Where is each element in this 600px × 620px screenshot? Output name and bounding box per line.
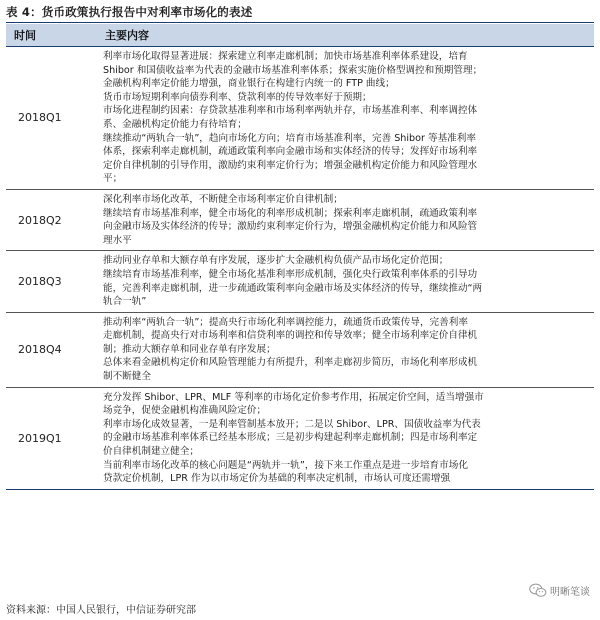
row-content [97, 47, 594, 190]
row-content [97, 312, 594, 387]
content-line: 当前利率市场化改革的核心问题是“两轨并一轨”，接下来工作重点是进一步培育市场化 [103, 459, 468, 471]
watermark-text: 明晰笔谈 [550, 587, 590, 598]
content-line: 利率市场化成效显著，一是利率管制基本放开；二是以 Shibor、LPR、国债收益率为代表 [103, 418, 481, 430]
header-content: 主要内容 [97, 24, 594, 47]
header-time: 时间 [6, 24, 97, 47]
row-content [97, 387, 594, 489]
caption-rule [6, 22, 594, 23]
content-line: 理水平 [103, 234, 132, 246]
content-line: 体系，探索利率走廊机制，疏通政策利率向金融市场和实体经济的传导；发挥好市场利率 [103, 146, 478, 158]
content-line: 推动同业存单和大额存单有序发展，逐步扩大金融机构负债产品市场化定价范围； [103, 255, 449, 267]
row-time: 2018Q4 [6, 312, 97, 387]
table-row [6, 251, 594, 312]
table-row [6, 189, 594, 250]
table-row [6, 312, 594, 387]
content-line: 的金融市场基准利率体系已经基本形成；三是初步构建起利率走廊机制；四是市场利率定 [103, 432, 478, 444]
watermark [529, 583, 590, 598]
table-caption: 表 4：货币政策执行报告中对利率市场化的表述 [6, 5, 253, 19]
content-line: 继续推动“两轨合一轨”，趋向市场化方向；培育市场基准利率，完善 Shibor 等基准利率 [103, 132, 476, 144]
table-body [6, 47, 594, 490]
policy-table-wrapper [6, 24, 594, 490]
content-line: 系、金融机构定价能力有待培育； [103, 118, 247, 130]
content-line: 轨合一轨” [103, 296, 147, 308]
row-content [97, 189, 594, 250]
row-time: 2019Q1 [6, 387, 97, 489]
content-line: 金融机构利率定价能力增强，商业银行在构建行内统一的 FTP 曲线； [103, 78, 395, 90]
row-time: 2018Q1 [6, 47, 97, 190]
content-line: 贷款定价机制，LPR 作为以市场定价为基础的利率决定机制，市场认可度还需增强 [103, 473, 451, 485]
content-line: 推动利率“两轨合一轨”；提高央行市场化利率调控能力，疏通货币政策传导，完善利率 [103, 316, 468, 328]
content-line: 价自律机制建立健全； [103, 446, 199, 458]
table-row [6, 47, 594, 190]
content-line: 向金融市场及实体经济的传导；激励约束利率定价行为，增强金融机构定价能力和风险管 [103, 221, 478, 233]
content-line: 制不断健全 [103, 371, 151, 383]
content-line: 利率市场化取得显著进展：探索建立利率走廊机制；加快市场基准利率体系建设，培育 [103, 51, 468, 62]
table-row [6, 387, 594, 489]
content-line: 继续培育市场基准利率，健全市场化基准利率形成机制，强化央行政策利率体系的引导功 [103, 268, 478, 280]
table-header-row [6, 24, 594, 47]
content-line: 走廊机制，提高央行对市场利率和信贷利率的调控和传导效率；健全市场利率定价自律机 [103, 330, 478, 342]
content-line: 市场化进程制约因素：存贷款基准利率和市场利率两轨并存，市场基准利率、利率调控体 [103, 105, 478, 117]
content-line: 制；推动大额存单和同业存单有序发展； [103, 343, 276, 355]
content-line: 货币市场短期利率向债券利率、贷款利率的传导效率好于预期； [103, 91, 372, 103]
row-content [97, 251, 594, 312]
content-line: 继续培育市场基准利率，健全市场化的利率形成机制；探索利率走廊机制，疏通政策利率 [103, 207, 478, 219]
content-line: 定价自律机制的引导作用，激励约束利率定价行为；增强金融机构定价能力和风险管理水 [103, 159, 478, 171]
content-line: 平； [103, 173, 123, 185]
row-time: 2018Q3 [6, 251, 97, 312]
policy-table [6, 24, 594, 490]
wechat-icon [529, 583, 547, 598]
row-time: 2018Q2 [6, 189, 97, 250]
content-line: 总体来看金融机构定价和风险管理能力有所提升，利率走廊初步简历，市场化利率形成机 [103, 357, 478, 369]
source-note: 资料来源：中国人民银行，中信证券研究部 [6, 605, 196, 616]
content-line: Shibor 和国债收益率为代表的金融市场基准利率体系；探索实施价格型调控和预期管理； [103, 64, 483, 76]
content-line: 场竞争，促使金融机构准确风险定价； [103, 405, 267, 417]
content-line: 深化利率市场化改革，不断健全市场利率定价自律机制； [103, 193, 343, 205]
content-line: 充分发挥 Shibor、LPR、MLF 等利率的市场化定价参考作用，拓展定价空间，适当增强市 [103, 391, 484, 403]
content-line: 能，完善利率走廊机制，进一步疏通政策利率向金融市场及实体经济的传导，继续推动“两 [103, 282, 483, 294]
